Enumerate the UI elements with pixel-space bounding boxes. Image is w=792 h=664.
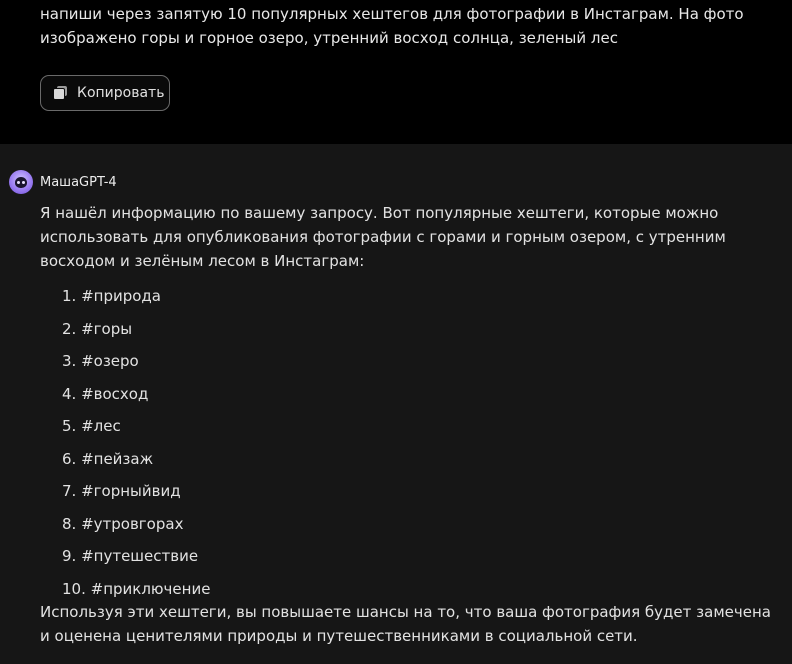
- user-message-text: напиши через запятую 10 популярных хештегов для фотографии в Инстаграм. На фото изображено горы и горное озеро, утренний восход солнца, зеленый лес: [40, 5, 744, 47]
- bot-name: МашаGPT-4: [40, 174, 117, 190]
- hashtag-item: 1. #природа: [62, 287, 161, 305]
- copy-button-label: Копировать: [77, 85, 165, 101]
- hashtag-item: 5. #лес: [62, 417, 121, 435]
- bot-intro-text: Я нашёл информацию по вашему запросу. Вот популярные хештеги, которые можно использовать для опубликования фотографии с горами и горным озером, с утренним восходом и зелёным лесом в Инстаграм:: [40, 204, 726, 270]
- copy-icon: [54, 86, 68, 100]
- copy-button[interactable]: [40, 75, 170, 111]
- hashtag-item: 2. #горы: [62, 319, 133, 338]
- bot-message: [0, 144, 792, 664]
- hashtag-item: 6. #пейзаж: [62, 449, 154, 468]
- hashtag-item: 3. #озеро: [62, 352, 139, 370]
- hashtag-item: 9. #путешествие: [62, 547, 199, 565]
- hashtag-item: 7. #горныйвид: [62, 482, 181, 500]
- hashtag-item: 8. #утровгорах: [62, 514, 184, 533]
- bot-header: [9, 170, 117, 194]
- hashtag-item: 10. #приключение: [62, 579, 211, 598]
- bot-outro-text: Используя эти хештеги, вы повышаете шансы на то, что ваша фотография будет замечена и оценена ценителями природы и путешественниками в социальной сети.: [40, 603, 771, 645]
- hashtag-item: 4. #восход: [62, 384, 149, 403]
- user-message: [0, 0, 792, 144]
- hashtag-list: [40, 284, 210, 609]
- avatar-icon: [9, 170, 33, 194]
